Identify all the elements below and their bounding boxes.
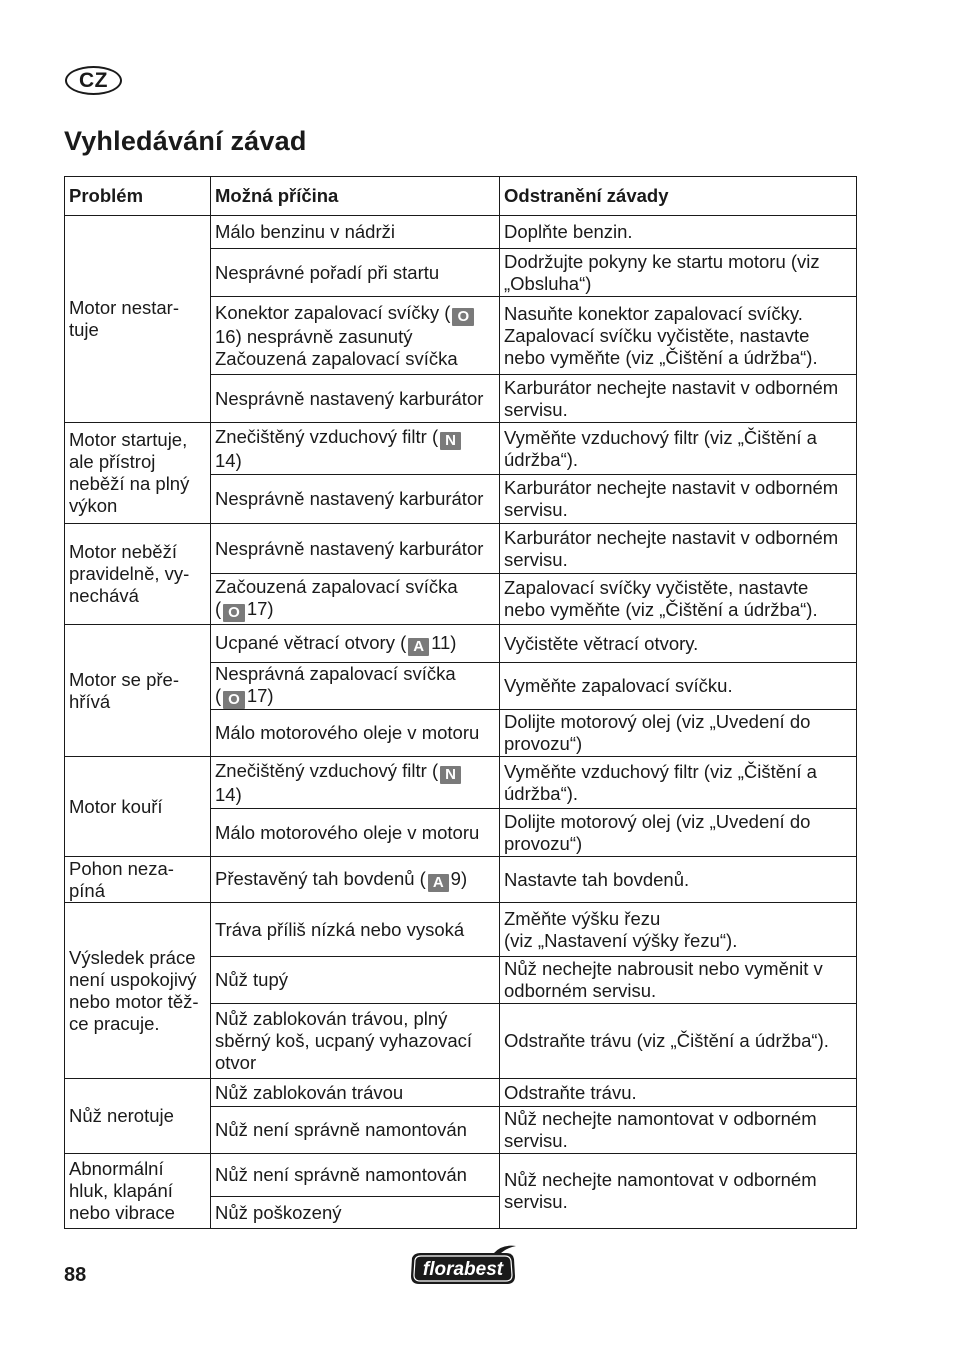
remedy-cell: Doplňte benzin. bbox=[500, 216, 857, 249]
table-row bbox=[65, 625, 857, 663]
cause-cell bbox=[211, 1154, 500, 1197]
problem-cell: Abnormální hluk, klapání nebo vibrace bbox=[65, 1154, 211, 1229]
remedy-cell: Nůž nechejte namontovat v odborném servisu. bbox=[500, 1107, 857, 1154]
cause-text: Nesprávná zapalovací svíčka ( bbox=[215, 663, 456, 706]
cause-text: Nůž poškozený bbox=[215, 1201, 342, 1223]
cause-cell bbox=[211, 903, 500, 957]
table-row bbox=[65, 857, 857, 903]
cause-text: Přestavěný tah bovdenů ( bbox=[215, 867, 426, 889]
header-problem: Problém bbox=[65, 177, 211, 216]
remedy-cell: Dodržujte pokyny ke startu motoru (viz „Obsluha“) bbox=[500, 249, 857, 297]
problem-cell: Nůž nerotuje bbox=[65, 1079, 211, 1154]
cause-cell bbox=[211, 1079, 500, 1107]
page-number: 88 bbox=[64, 1264, 87, 1286]
brand-wordmark: florabest bbox=[422, 1259, 504, 1280]
remedy-cell: Nasuňte konektor zapalovací svíčky. Zapalovací svíčku vyčistěte, nastavte nebo vyměňte (viz „Čištění a údržba“). bbox=[500, 297, 857, 375]
remedy-cell: Odstraňte trávu (viz „Čištění a údržba“). bbox=[500, 1004, 857, 1079]
cause-text: Nesprávně nastavený karburátor bbox=[215, 537, 484, 559]
cause-text: 11) bbox=[431, 631, 457, 653]
cause-cell bbox=[211, 957, 500, 1004]
cause-text: 16) nesprávně zasunutý Začouzená zapalovací svíčka bbox=[215, 325, 458, 369]
remedy-cell: Karburátor nechejte nastavit v odborném servisu. bbox=[500, 524, 857, 574]
figure-reference-badge: O bbox=[223, 691, 245, 709]
cause-text: 14) bbox=[215, 449, 242, 471]
problem-cell: Výsledek práce není uspokojivý nebo motor těž- ce pracuje. bbox=[65, 903, 211, 1079]
language-badge: CZ bbox=[65, 66, 122, 95]
figure-reference-badge: O bbox=[452, 308, 474, 326]
table-row bbox=[65, 757, 857, 809]
page-title: Vyhledávání závad bbox=[64, 126, 307, 156]
cause-cell bbox=[211, 574, 500, 625]
table-row bbox=[65, 423, 857, 475]
problem-cell: Motor neběží pravidelně, vy- nechává bbox=[65, 524, 211, 625]
remedy-cell: Odstraňte trávu. bbox=[500, 1079, 857, 1107]
cause-cell bbox=[211, 663, 500, 710]
header-cause: Možná příčina bbox=[211, 177, 500, 216]
problem-cell: Motor kouří bbox=[65, 757, 211, 857]
cause-cell bbox=[211, 216, 500, 249]
figure-reference-badge: A bbox=[408, 638, 429, 656]
remedy-cell: Dolijte motorový olej (viz „Uvedení do provozu“) bbox=[500, 809, 857, 857]
remedy-cell: Dolijte motorový olej (viz „Uvedení do provozu“) bbox=[500, 710, 857, 757]
cause-text: Nůž zablokován trávou bbox=[215, 1081, 404, 1103]
cause-text: Ucpané větrací otvory ( bbox=[215, 631, 407, 653]
cause-text: 17) bbox=[246, 685, 274, 706]
cause-cell bbox=[211, 249, 500, 297]
problem-cell: Motor startuje, ale přístroj neběží na plný výkon bbox=[65, 423, 211, 524]
remedy-cell: Karburátor nechejte nastavit v odborném servisu. bbox=[500, 475, 857, 524]
table-body bbox=[65, 216, 857, 1229]
table-row bbox=[65, 903, 857, 957]
remedy-cell: Vyměňte vzduchový filtr (viz „Čištění a údržba“). bbox=[500, 757, 857, 809]
figure-reference-badge: N bbox=[440, 432, 461, 450]
cause-cell bbox=[211, 625, 500, 663]
cause-cell bbox=[211, 710, 500, 757]
cause-cell bbox=[211, 375, 500, 423]
remedy-cell: Vyměňte zapalovací svíčku. bbox=[500, 663, 857, 710]
cause-text: Nůž zablokován trávou, plný sběrný koš, ucpaný vyhazovací otvor bbox=[215, 1008, 473, 1073]
florabest-logo bbox=[406, 1244, 520, 1290]
troubleshooting-table bbox=[64, 176, 857, 1229]
cause-text: 14) bbox=[215, 783, 242, 805]
cause-text: Nůž není správně namontován bbox=[215, 1164, 467, 1185]
remedy-cell: Nastavte tah bovdenů. bbox=[500, 857, 857, 903]
table-header-row bbox=[65, 177, 857, 216]
problem-cell: Motor nestar- tuje bbox=[65, 216, 211, 423]
cause-cell bbox=[211, 297, 500, 375]
cause-cell bbox=[211, 423, 500, 475]
remedy-cell: Nůž nechejte nabrousit nebo vyměnit v odborném servisu. bbox=[500, 957, 857, 1004]
table-row bbox=[65, 216, 857, 249]
cause-text: 17) bbox=[246, 598, 274, 619]
remedy-cell: Karburátor nechejte nastavit v odborném servisu. bbox=[500, 375, 857, 423]
cause-cell bbox=[211, 1197, 500, 1229]
cause-cell bbox=[211, 1107, 500, 1154]
cause-text: Nůž není správně namontován bbox=[215, 1119, 467, 1140]
cause-text: Nesprávně nastavený karburátor bbox=[215, 488, 484, 509]
cause-text: Znečištěný vzduchový filtr ( bbox=[215, 425, 439, 447]
remedy-cell: Změňte výšku řezu (viz „Nastavení výšky řezu“). bbox=[500, 903, 857, 957]
remedy-cell: Vyměňte vzduchový filtr (viz „Čištění a údržba“). bbox=[500, 423, 857, 475]
cause-text: Málo benzinu v nádrži bbox=[215, 221, 395, 242]
cause-cell bbox=[211, 475, 500, 524]
cause-cell bbox=[211, 757, 500, 809]
remedy-cell: Vyčistěte větrací otvory. bbox=[500, 625, 857, 663]
header-remedy: Odstranění závady bbox=[500, 177, 857, 216]
table-row bbox=[65, 1079, 857, 1107]
figure-reference-badge: A bbox=[428, 874, 449, 892]
cause-text: Začouzená zapalovací svíčka ( bbox=[215, 576, 458, 619]
figure-reference-badge: O bbox=[223, 604, 245, 622]
cause-text: Konektor zapalovací svíčky ( bbox=[215, 301, 451, 323]
cause-text: Nůž tupý bbox=[215, 969, 289, 990]
cause-cell bbox=[211, 857, 500, 903]
remedy-cell: Zapalovací svíčky vyčistěte, nastavte nebo vyměňte (viz „Čištění a údržba“). bbox=[500, 574, 857, 625]
problem-cell: Pohon neza- píná bbox=[65, 857, 211, 903]
table-row bbox=[65, 524, 857, 574]
cause-text: Nesprávné pořadí při startu bbox=[215, 261, 440, 283]
figure-reference-badge: N bbox=[440, 766, 461, 784]
cause-text: Nesprávně nastavený karburátor bbox=[215, 387, 484, 409]
problem-cell: Motor se pře- hřívá bbox=[65, 625, 211, 757]
cause-text: Tráva příliš nízká nebo vysoká bbox=[215, 918, 465, 940]
table-row bbox=[65, 1154, 857, 1197]
cause-text: Málo motorového oleje v motoru bbox=[215, 722, 480, 743]
cause-text: Znečištěný vzduchový filtr ( bbox=[215, 759, 439, 781]
remedy-cell: Nůž nechejte namontovat v odborném servisu. bbox=[500, 1154, 857, 1229]
cause-text: Málo motorového oleje v motoru bbox=[215, 821, 480, 843]
cause-cell bbox=[211, 1004, 500, 1079]
cause-cell bbox=[211, 809, 500, 857]
cause-cell bbox=[211, 524, 500, 574]
cause-text: 9) bbox=[450, 867, 468, 889]
